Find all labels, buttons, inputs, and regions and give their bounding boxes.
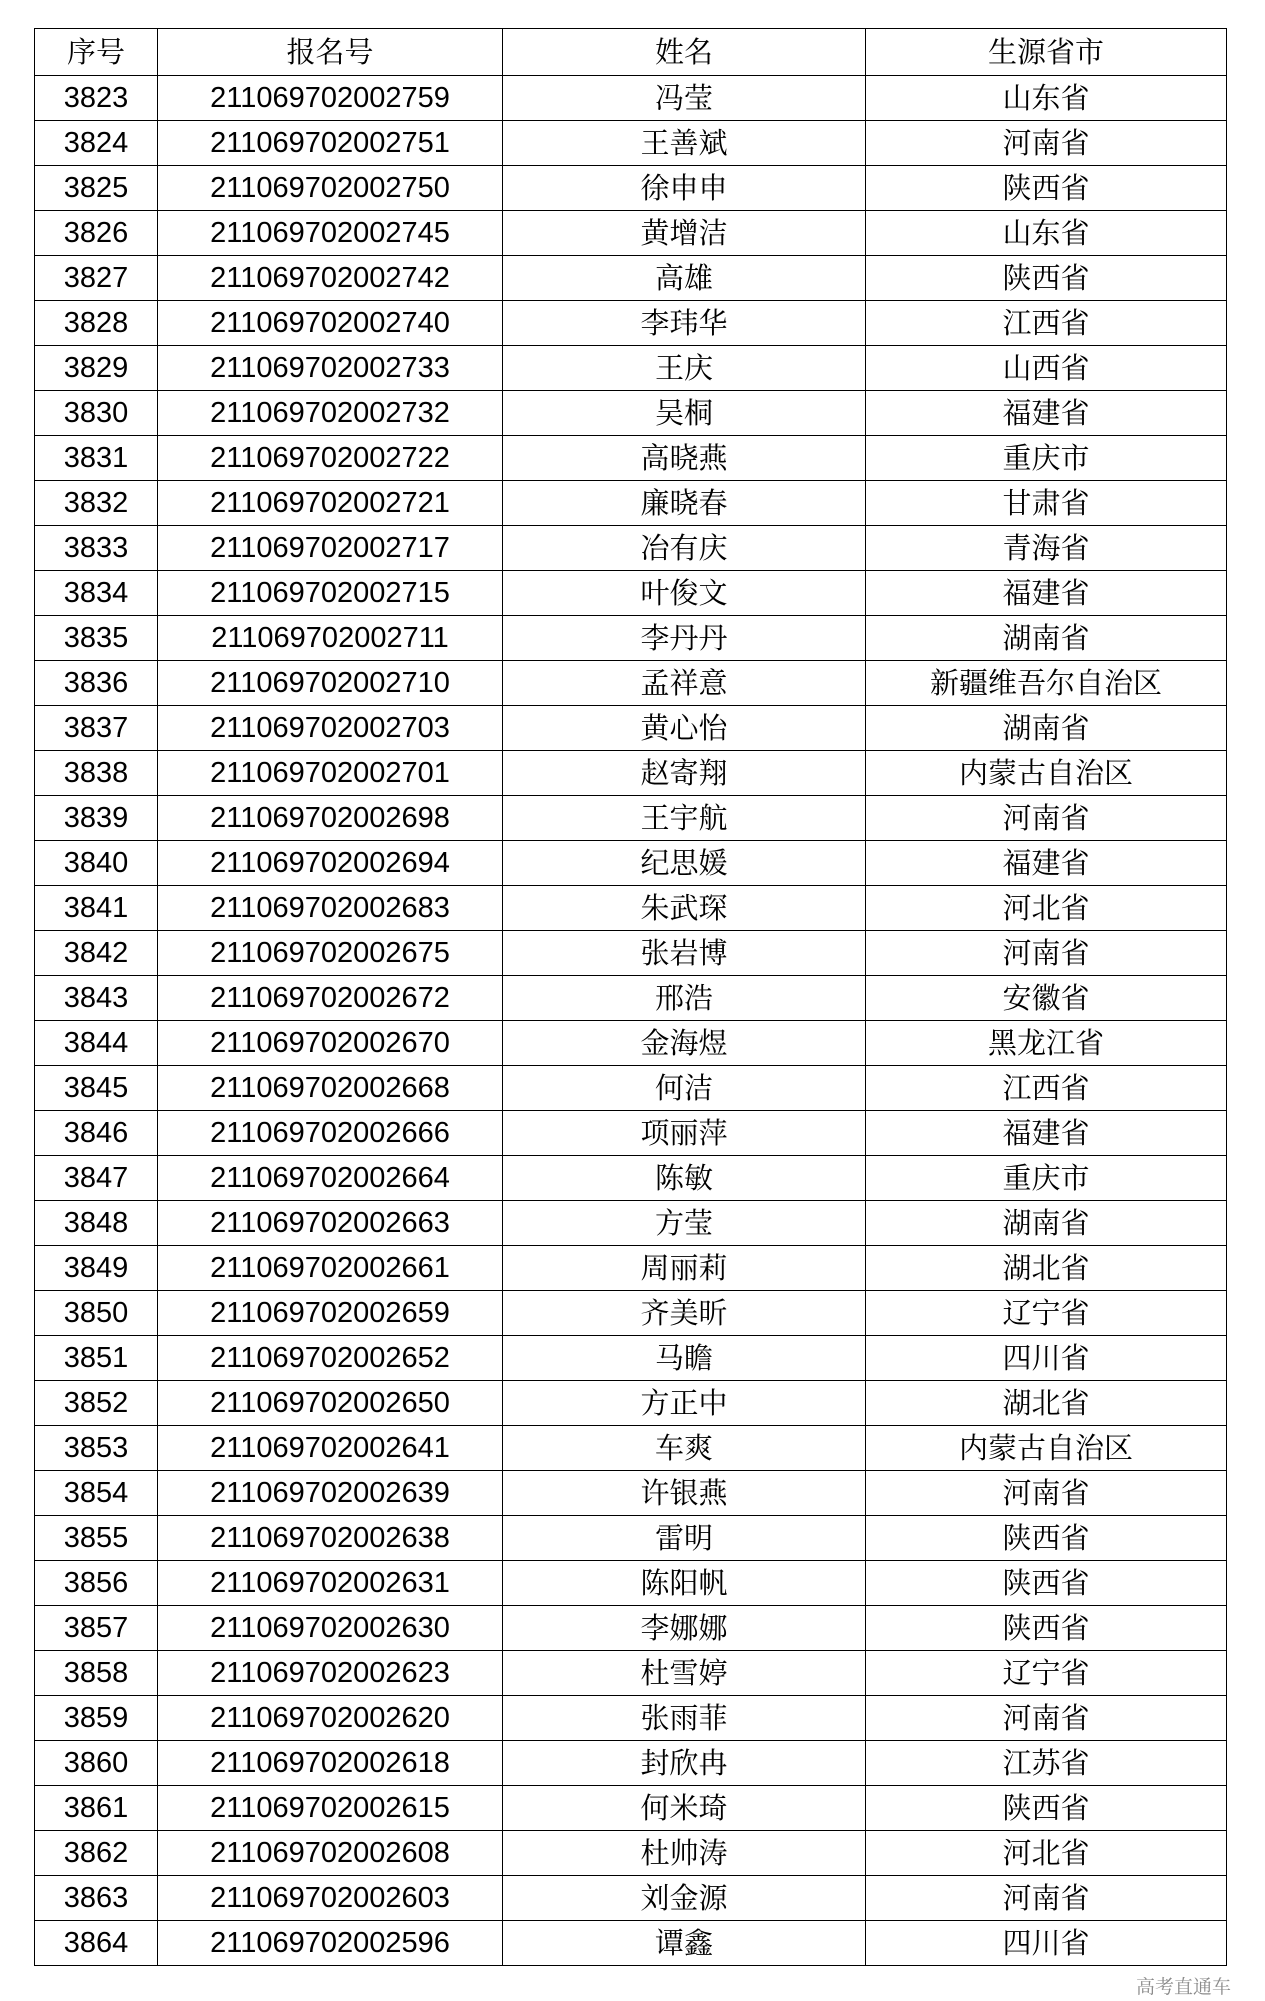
serial-cell: 3832 <box>35 481 158 526</box>
registration-number-cell: 211069702002668 <box>158 1066 503 1111</box>
serial-cell: 3847 <box>35 1156 158 1201</box>
province-cell: 重庆市 <box>866 1156 1227 1201</box>
serial-cell: 3825 <box>35 166 158 211</box>
serial-cell: 3844 <box>35 1021 158 1066</box>
table-row <box>35 1381 1227 1426</box>
province-cell: 河南省 <box>866 1876 1227 1921</box>
name-cell: 张雨菲 <box>503 1696 866 1741</box>
table-row <box>35 526 1227 571</box>
province-cell: 新疆维吾尔自治区 <box>866 661 1227 706</box>
province-cell: 湖南省 <box>866 706 1227 751</box>
registration-number-cell: 211069702002710 <box>158 661 503 706</box>
serial-cell: 3854 <box>35 1471 158 1516</box>
province-cell: 湖南省 <box>866 616 1227 661</box>
header-registration-number: 报名号 <box>158 29 503 76</box>
name-cell: 黄增洁 <box>503 211 866 256</box>
name-cell: 冶有庆 <box>503 526 866 571</box>
serial-cell: 3851 <box>35 1336 158 1381</box>
registration-number-cell: 211069702002596 <box>158 1921 503 1966</box>
table-header <box>35 29 1227 76</box>
table-row <box>35 1876 1227 1921</box>
serial-cell: 3836 <box>35 661 158 706</box>
registration-number-cell: 211069702002630 <box>158 1606 503 1651</box>
province-cell: 陕西省 <box>866 256 1227 301</box>
serial-cell: 3863 <box>35 1876 158 1921</box>
registration-number-cell: 211069702002639 <box>158 1471 503 1516</box>
serial-cell: 3864 <box>35 1921 158 1966</box>
province-cell: 江西省 <box>866 301 1227 346</box>
registration-number-cell: 211069702002722 <box>158 436 503 481</box>
registration-number-cell: 211069702002670 <box>158 1021 503 1066</box>
registration-number-cell: 211069702002620 <box>158 1696 503 1741</box>
province-cell: 山东省 <box>866 211 1227 256</box>
province-cell: 福建省 <box>866 391 1227 436</box>
table-row <box>35 1606 1227 1651</box>
registration-number-cell: 211069702002694 <box>158 841 503 886</box>
province-cell: 河北省 <box>866 886 1227 931</box>
province-cell: 河南省 <box>866 1696 1227 1741</box>
name-cell: 陈敏 <box>503 1156 866 1201</box>
province-cell: 山西省 <box>866 346 1227 391</box>
table-row <box>35 751 1227 796</box>
table-row <box>35 211 1227 256</box>
name-cell: 何洁 <box>503 1066 866 1111</box>
province-cell: 陕西省 <box>866 166 1227 211</box>
table-row <box>35 1066 1227 1111</box>
name-cell: 高雄 <box>503 256 866 301</box>
name-cell: 金海煜 <box>503 1021 866 1066</box>
registration-number-cell: 211069702002672 <box>158 976 503 1021</box>
name-cell: 杜帅涛 <box>503 1831 866 1876</box>
table-row <box>35 256 1227 301</box>
registration-number-cell: 211069702002650 <box>158 1381 503 1426</box>
name-cell: 雷明 <box>503 1516 866 1561</box>
name-cell: 方正中 <box>503 1381 866 1426</box>
table-row <box>35 1246 1227 1291</box>
name-cell: 高晓燕 <box>503 436 866 481</box>
province-cell: 江西省 <box>866 1066 1227 1111</box>
table-row <box>35 706 1227 751</box>
registration-number-cell: 211069702002664 <box>158 1156 503 1201</box>
registration-number-cell: 211069702002742 <box>158 256 503 301</box>
serial-cell: 3857 <box>35 1606 158 1651</box>
table-row <box>35 76 1227 121</box>
serial-cell: 3842 <box>35 931 158 976</box>
table-row <box>35 931 1227 976</box>
table-row <box>35 616 1227 661</box>
registration-number-cell: 211069702002623 <box>158 1651 503 1696</box>
serial-cell: 3861 <box>35 1786 158 1831</box>
registration-number-cell: 211069702002733 <box>158 346 503 391</box>
province-cell: 河南省 <box>866 1471 1227 1516</box>
province-cell: 陕西省 <box>866 1516 1227 1561</box>
serial-cell: 3859 <box>35 1696 158 1741</box>
table-row <box>35 571 1227 616</box>
registration-number-cell: 211069702002740 <box>158 301 503 346</box>
province-cell: 甘肃省 <box>866 481 1227 526</box>
name-cell: 朱武琛 <box>503 886 866 931</box>
registration-number-cell: 211069702002666 <box>158 1111 503 1156</box>
table-row <box>35 661 1227 706</box>
table-row <box>35 841 1227 886</box>
province-cell: 河南省 <box>866 931 1227 976</box>
serial-cell: 3852 <box>35 1381 158 1426</box>
serial-cell: 3855 <box>35 1516 158 1561</box>
serial-cell: 3846 <box>35 1111 158 1156</box>
serial-cell: 3835 <box>35 616 158 661</box>
table-row <box>35 1111 1227 1156</box>
serial-cell: 3840 <box>35 841 158 886</box>
name-cell: 齐美昕 <box>503 1291 866 1336</box>
province-cell: 内蒙古自治区 <box>866 751 1227 796</box>
province-cell: 四川省 <box>866 1336 1227 1381</box>
name-cell: 赵寄翔 <box>503 751 866 796</box>
table-row <box>35 886 1227 931</box>
serial-cell: 3837 <box>35 706 158 751</box>
name-cell: 冯莹 <box>503 76 866 121</box>
province-cell: 河南省 <box>866 796 1227 841</box>
province-cell: 江苏省 <box>866 1741 1227 1786</box>
header-origin-province: 生源省市 <box>866 29 1227 76</box>
province-cell: 内蒙古自治区 <box>866 1426 1227 1471</box>
serial-cell: 3827 <box>35 256 158 301</box>
name-cell: 封欣冉 <box>503 1741 866 1786</box>
registration-number-cell: 211069702002698 <box>158 796 503 841</box>
registration-number-cell: 211069702002701 <box>158 751 503 796</box>
serial-cell: 3824 <box>35 121 158 166</box>
registration-number-cell: 211069702002615 <box>158 1786 503 1831</box>
serial-cell: 3839 <box>35 796 158 841</box>
table-row <box>35 1651 1227 1696</box>
name-cell: 方莹 <box>503 1201 866 1246</box>
table-row <box>35 976 1227 1021</box>
name-cell: 刘金源 <box>503 1876 866 1921</box>
province-cell: 辽宁省 <box>866 1651 1227 1696</box>
name-cell: 马瞻 <box>503 1336 866 1381</box>
table-row <box>35 481 1227 526</box>
name-cell: 廉晓春 <box>503 481 866 526</box>
table-row <box>35 1426 1227 1471</box>
registration-number-cell: 211069702002721 <box>158 481 503 526</box>
name-cell: 叶俊文 <box>503 571 866 616</box>
province-cell: 陕西省 <box>866 1561 1227 1606</box>
province-cell: 安徽省 <box>866 976 1227 1021</box>
registration-number-cell: 211069702002732 <box>158 391 503 436</box>
table-row <box>35 1921 1227 1966</box>
watermark-text: 高考直通车 <box>1135 1976 1231 1998</box>
serial-cell: 3826 <box>35 211 158 256</box>
table-row <box>35 1696 1227 1741</box>
serial-cell: 3830 <box>35 391 158 436</box>
registration-number-cell: 211069702002711 <box>158 616 503 661</box>
name-cell: 许银燕 <box>503 1471 866 1516</box>
table-row <box>35 1156 1227 1201</box>
serial-cell: 3849 <box>35 1246 158 1291</box>
header-row <box>35 29 1227 76</box>
table-row <box>35 1336 1227 1381</box>
serial-cell: 3841 <box>35 886 158 931</box>
province-cell: 湖北省 <box>866 1381 1227 1426</box>
table-row <box>35 1516 1227 1561</box>
province-cell: 青海省 <box>866 526 1227 571</box>
registration-number-cell: 211069702002663 <box>158 1201 503 1246</box>
table-row <box>35 436 1227 481</box>
province-cell: 重庆市 <box>866 436 1227 481</box>
table-row <box>35 346 1227 391</box>
serial-cell: 3823 <box>35 76 158 121</box>
serial-cell: 3848 <box>35 1201 158 1246</box>
serial-cell: 3843 <box>35 976 158 1021</box>
province-cell: 陕西省 <box>866 1786 1227 1831</box>
serial-cell: 3858 <box>35 1651 158 1696</box>
table-body <box>35 76 1227 1966</box>
name-cell: 李玮华 <box>503 301 866 346</box>
name-cell: 纪思媛 <box>503 841 866 886</box>
name-cell: 车爽 <box>503 1426 866 1471</box>
table-row <box>35 1201 1227 1246</box>
table-row <box>35 1831 1227 1876</box>
registration-number-cell: 211069702002631 <box>158 1561 503 1606</box>
registration-number-cell: 211069702002661 <box>158 1246 503 1291</box>
province-cell: 福建省 <box>866 571 1227 616</box>
registration-number-cell: 211069702002652 <box>158 1336 503 1381</box>
serial-cell: 3829 <box>35 346 158 391</box>
name-cell: 周丽莉 <box>503 1246 866 1291</box>
registration-number-cell: 211069702002603 <box>158 1876 503 1921</box>
serial-cell: 3860 <box>35 1741 158 1786</box>
name-cell: 陈阳帆 <box>503 1561 866 1606</box>
registration-number-cell: 211069702002751 <box>158 121 503 166</box>
name-cell: 吴桐 <box>503 391 866 436</box>
roster-sheet <box>34 28 1226 1966</box>
registration-number-cell: 211069702002659 <box>158 1291 503 1336</box>
province-cell: 河北省 <box>866 1831 1227 1876</box>
province-cell: 黑龙江省 <box>866 1021 1227 1066</box>
registration-number-cell: 211069702002675 <box>158 931 503 976</box>
province-cell: 湖南省 <box>866 1201 1227 1246</box>
registration-number-cell: 211069702002618 <box>158 1741 503 1786</box>
name-cell: 项丽萍 <box>503 1111 866 1156</box>
serial-cell: 3838 <box>35 751 158 796</box>
serial-cell: 3845 <box>35 1066 158 1111</box>
registration-number-cell: 211069702002750 <box>158 166 503 211</box>
province-cell: 河南省 <box>866 121 1227 166</box>
registration-number-cell: 211069702002745 <box>158 211 503 256</box>
table-row <box>35 391 1227 436</box>
header-name: 姓名 <box>503 29 866 76</box>
registration-number-cell: 211069702002717 <box>158 526 503 571</box>
serial-cell: 3833 <box>35 526 158 571</box>
province-cell: 山东省 <box>866 76 1227 121</box>
name-cell: 李娜娜 <box>503 1606 866 1651</box>
province-cell: 四川省 <box>866 1921 1227 1966</box>
province-cell: 福建省 <box>866 841 1227 886</box>
table-row <box>35 1021 1227 1066</box>
serial-cell: 3850 <box>35 1291 158 1336</box>
registration-number-cell: 211069702002638 <box>158 1516 503 1561</box>
name-cell: 王善斌 <box>503 121 866 166</box>
registration-number-cell: 211069702002683 <box>158 886 503 931</box>
table-row <box>35 1291 1227 1336</box>
table-row <box>35 301 1227 346</box>
serial-cell: 3828 <box>35 301 158 346</box>
name-cell: 何米琦 <box>503 1786 866 1831</box>
serial-cell: 3856 <box>35 1561 158 1606</box>
province-cell: 辽宁省 <box>866 1291 1227 1336</box>
registration-number-cell: 211069702002715 <box>158 571 503 616</box>
name-cell: 张岩博 <box>503 931 866 976</box>
name-cell: 李丹丹 <box>503 616 866 661</box>
name-cell: 杜雪婷 <box>503 1651 866 1696</box>
province-cell: 陕西省 <box>866 1606 1227 1651</box>
table-row <box>35 1741 1227 1786</box>
serial-cell: 3853 <box>35 1426 158 1471</box>
table-row <box>35 121 1227 166</box>
header-serial-number: 序号 <box>35 29 158 76</box>
name-cell: 谭鑫 <box>503 1921 866 1966</box>
name-cell: 徐申申 <box>503 166 866 211</box>
admission-roster-table <box>34 28 1227 1966</box>
province-cell: 福建省 <box>866 1111 1227 1156</box>
serial-cell: 3862 <box>35 1831 158 1876</box>
registration-number-cell: 211069702002641 <box>158 1426 503 1471</box>
table-row <box>35 1786 1227 1831</box>
name-cell: 孟祥意 <box>503 661 866 706</box>
table-row <box>35 166 1227 211</box>
table-row <box>35 1471 1227 1516</box>
registration-number-cell: 211069702002608 <box>158 1831 503 1876</box>
name-cell: 邢浩 <box>503 976 866 1021</box>
serial-cell: 3834 <box>35 571 158 616</box>
serial-cell: 3831 <box>35 436 158 481</box>
table-row <box>35 1561 1227 1606</box>
registration-number-cell: 211069702002759 <box>158 76 503 121</box>
name-cell: 黄心怡 <box>503 706 866 751</box>
table-row <box>35 796 1227 841</box>
name-cell: 王庆 <box>503 346 866 391</box>
province-cell: 湖北省 <box>866 1246 1227 1291</box>
registration-number-cell: 211069702002703 <box>158 706 503 751</box>
name-cell: 王宇航 <box>503 796 866 841</box>
